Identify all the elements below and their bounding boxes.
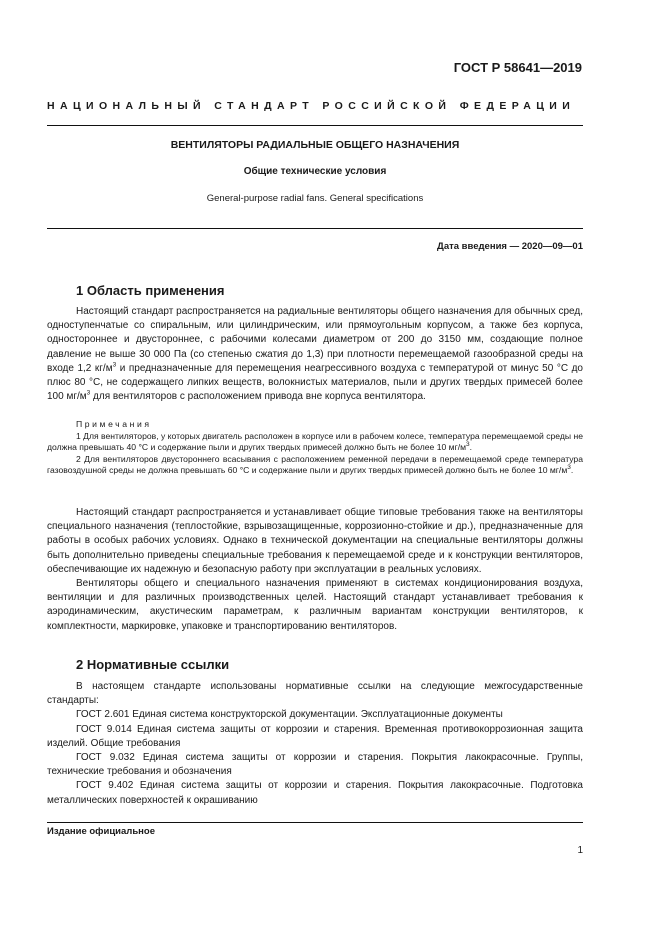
standard-code: ГОСТ Р 58641—2019 [453,60,582,75]
effective-date: Дата введения — 2020—09—01 [437,241,583,252]
scope-paragraph-1: Настоящий стандарт распространяется на радиальные вентиляторы общего назначения для обычных сред, одноступенчатые со спиральным, или цилиндрическим, или прямоугольным корпусом, а также без корпуса, одностороннее и двустороннее, с рабочими колесами диаметром от 200 до 3150 мм, создающие полное давление не выше 30 000 Па (со степенью сжатия до 1,3) при плотности перемещаемой газообразной среды на входе 1,2 $кг/м^3$ и предназначенные для перемещения неагрессивного воздуха с температурой от минус 50 °С до плюс 80 °С, не содержащего липких веществ, волокнистых материалов, пыли и других твердых примесей более 100 $мг/м^3$ для вентиляторов с расположением привода вне корпуса вентилятора. [47,306,583,403]
english-title: General-purpose radial fans. General specifications [206,193,424,204]
document-subtitle: Общие технические условия [243,166,387,177]
reference-item: ГОСТ 9.032 Единая система защиты от коррозии и старения. Покрытия лакокрасочные. Группы, технические требования и обозначения [47,752,583,778]
note-1: 1 Для вентиляторов, у которых двигатель расположен в корпусе или в рабочем колесе, температура перемещаемой среды не должна превышать 40 °С и содержание пыли и других твердых примесей должно быть не более 10 $мг/м^3$. [47,430,583,453]
official-edition-label: Издание официальное [47,826,155,837]
normative-references [47,680,583,808]
section-1-body-continued [47,506,583,634]
reference-item: ГОСТ 9.402 Единая система защиты от коррозии и старения. Покрытия лакокрасочные. Подготовка металлических поверхностей к окрашиванию [47,780,583,806]
section-1-body [47,305,583,404]
reference-item: ГОСТ 9.014 Единая система защиты от коррозии и старения. Временная противокоррозионная защита изделий. Общие требования [47,723,583,749]
page-number: 1 [577,845,583,856]
title-divider [47,228,583,229]
section-1-heading: 1 Область применения [76,283,225,298]
references-intro: В настоящем стандарте использованы нормативные ссылки на следующие межгосударственные стандарты: [47,681,583,707]
scope-paragraph-2: Настоящий стандарт распространяется и устанавливает общие типовые требования также на вентиляторы специального назначения (теплостойкие, взрывозащищенные, коррозионно-стойкие и др.), предназначенные для работы в особых рабочих условиях. Однако в технической документации на специальные вентиляторы должны быть дополнительно приведены специальные требования к перемещаемой среде и к конструкции вентиляторов, обеспечивающие их надежную и безопасную работу при эксплуатации в реальных условиях. [47,507,583,575]
header-divider [47,125,583,126]
national-standard-banner: НАЦИОНАЛЬНЫЙ СТАНДАРТ РОССИЙСКОЙ ФЕДЕРАЦИИ [47,100,576,112]
footer-divider [47,822,583,823]
scope-paragraph-3: Вентиляторы общего и специального назначения применяют в системах кондиционирования воздуха, вентиляции и для различных производственных целей. Настоящий стандарт устанавливает требования к аэродинамическим, акустическим параметрам, к различным вариантам конструкции вентиляторов, к комплектности, маркировке, упаковке и транспортированию вентиляторов. [47,578,583,632]
notes-label: Примечания [76,419,152,429]
reference-item: ГОСТ 2.601 Единая система конструкторской документации. Эксплуатационные документы [76,709,503,721]
note-2: 2 Для вентиляторов двустороннего всасывания с расположением ременной передачи в перемещаемой среде температура газовоздушной среды не должна превышать 60 °С и содержание пыли и других твердых примесей должно быть не более 10 $мг/м^3$. [47,453,583,476]
notes-block [47,419,583,477]
document-title: ВЕНТИЛЯТОРЫ РАДИАЛЬНЫЕ ОБЩЕГО НАЗНАЧЕНИЯ [170,139,460,151]
section-2-heading: 2 Нормативные ссылки [76,657,230,672]
